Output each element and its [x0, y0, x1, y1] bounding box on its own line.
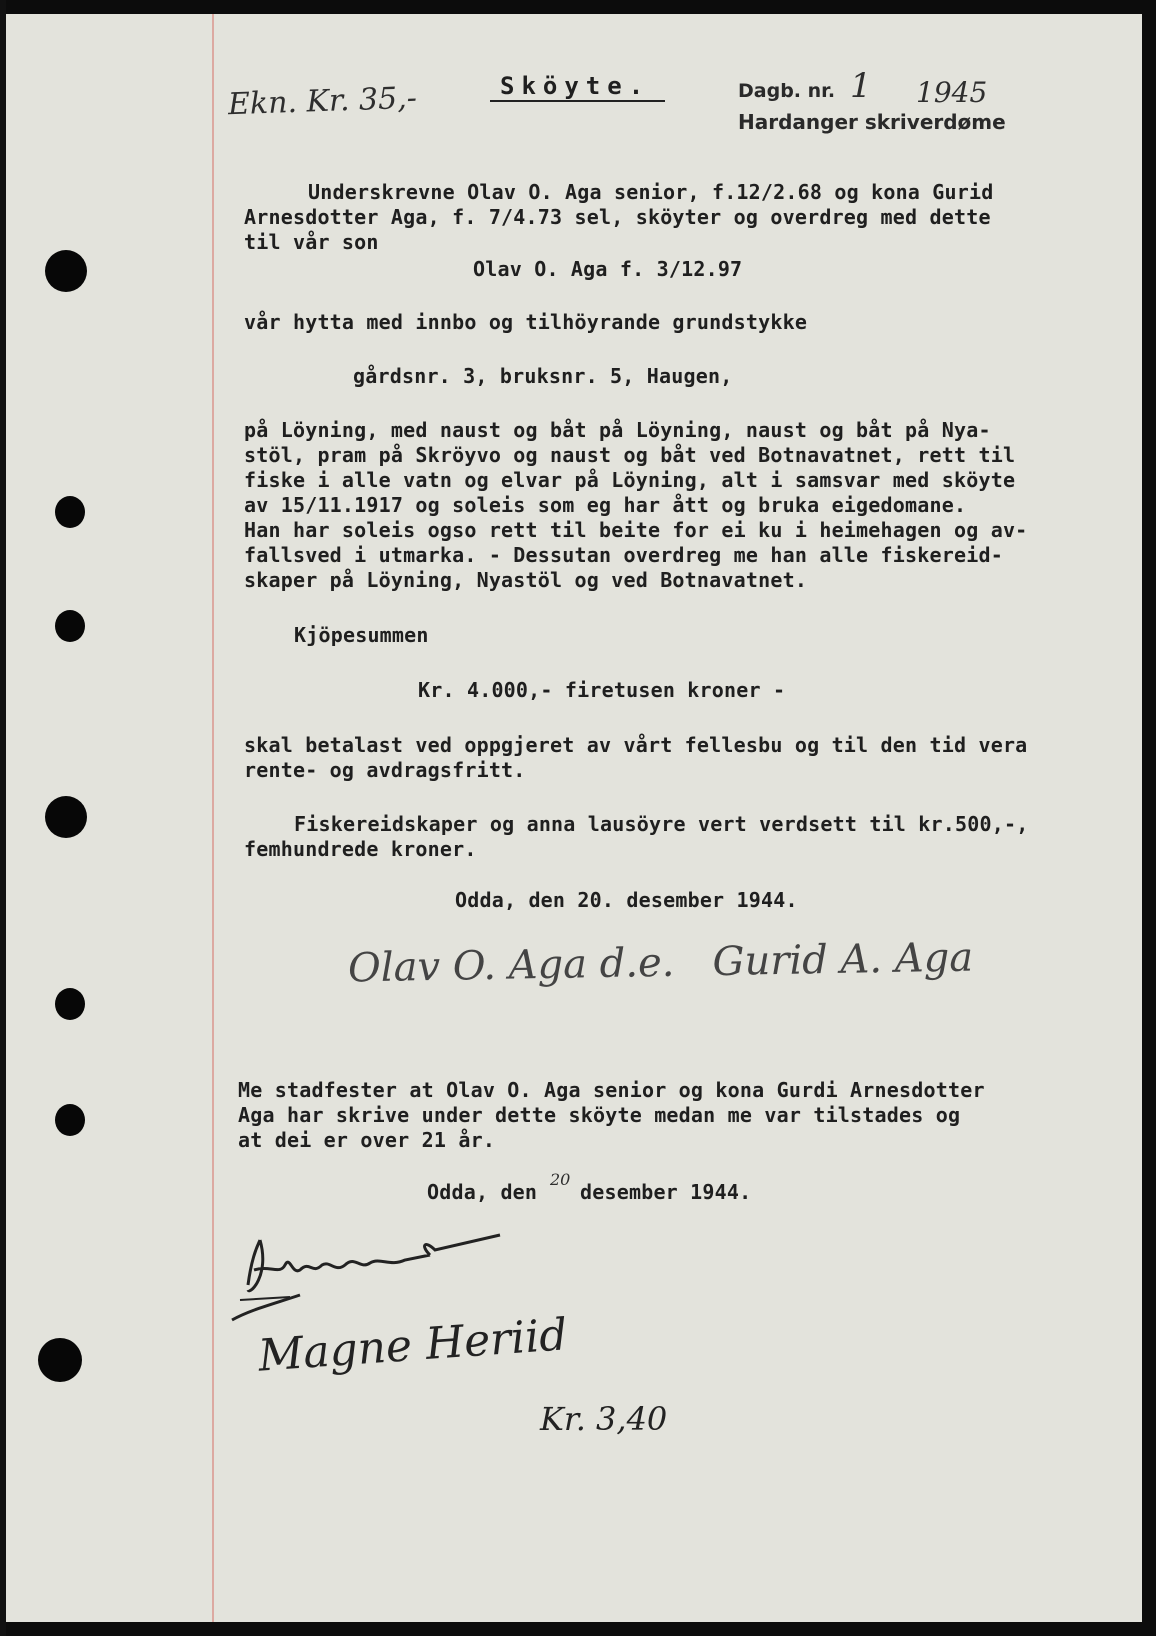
witness-date-prefix: Odda, den [427, 1180, 538, 1204]
body-line: gårdsnr. 3, bruksnr. 5, Haugen, [353, 364, 733, 388]
scan-border-bottom [0, 1622, 1156, 1636]
body-line: til vår son [244, 230, 379, 254]
scan-border-left [0, 0, 6, 1636]
body-line: Underskrevne Olav O. Aga senior, f.12/2.68 og kona Gurid [308, 180, 994, 204]
witness-line: Me stadfester at Olav O. Aga senior og kona Gurdi Arnesdotter [238, 1078, 985, 1102]
body-line: vår hytta med innbo og tilhöyrande grundstykke [244, 310, 808, 334]
seller-signatures: Olav O. Aga d.e. Gurid A. Aga [347, 934, 974, 992]
body-line: på Löyning, med naust og båt på Löyning, naust og båt på Nya- [244, 418, 991, 442]
punch-hole [45, 250, 87, 292]
punch-hole [55, 610, 85, 642]
body-line: fiske i alle vatn og elvar på Löyning, alt i samsvar med sköyte [244, 468, 1016, 492]
punch-hole [55, 988, 85, 1020]
body-line: Odda, den 20. desember 1944. [455, 888, 798, 912]
body-line: skaper på Löyning, Nyastöl og ved Botnavatnet. [244, 568, 808, 592]
body-line: av 15/11.1917 og soleis som eg har ått og bruka eigedomane. [244, 493, 967, 517]
journal-year: 1945 [916, 76, 988, 109]
punch-hole [55, 496, 85, 528]
body-line: Kr. 4.000,- firetusen kroner - [418, 678, 786, 702]
body-line: rente- og avdragsfritt. [244, 758, 526, 782]
punch-hole [55, 1104, 85, 1136]
body-line: Kjöpesummen [294, 623, 429, 647]
body-line: Arnesdotter Aga, f. 7/4.73 sel, sköyter og overdreg med dette [244, 205, 991, 229]
body-line: stöl, pram på Skröyvo og naust og båt ved Botnavatnet, rett til [244, 443, 1016, 467]
witness-line: Aga har skrive under dette sköyte medan me var tilstades og [238, 1103, 961, 1127]
body-line: skal betalast ved oppgjeret av vårt fellesbu og til den tid vera [244, 733, 1028, 757]
scan-border-right [1142, 0, 1156, 1636]
scan-border-top [0, 0, 1156, 14]
body-line: Fiskereidskaper og anna lausöyre vert verdsett til kr.500,-, [294, 812, 1029, 836]
signature-underline [230, 1290, 310, 1330]
punch-hole [45, 796, 87, 838]
witness-line: at dei er over 21 år. [238, 1128, 496, 1152]
witness-date-day: 20 [550, 1170, 571, 1189]
punch-hole [38, 1338, 82, 1382]
body-line: Han har soleis ogso rett til beite for ei ku i heimehagen og av- [244, 518, 1028, 542]
title-underline [490, 100, 665, 102]
document-title: Sköyte. [500, 72, 651, 100]
body-line: femhundrede kroner. [244, 837, 477, 861]
body-line: fallsved i utmarka. - Dessutan overdreg me han alle fiskereid- [244, 543, 1003, 567]
fee-note: Ekn. Kr. 35,- [227, 80, 418, 123]
office-stamp: Hardanger skriverdøme [738, 110, 1006, 134]
journal-label: Dagb. nr. [738, 80, 836, 102]
witness-date-suffix: desember 1944. [580, 1180, 752, 1204]
body-line: Olav O. Aga f. 3/12.97 [473, 257, 743, 281]
fee-note-bottom: Kr. 3,40 [540, 1400, 668, 1438]
journal-number: 1 [850, 66, 872, 106]
margin-rule [212, 14, 214, 1622]
witness-signature-2: Magne Heriid [256, 1309, 569, 1382]
